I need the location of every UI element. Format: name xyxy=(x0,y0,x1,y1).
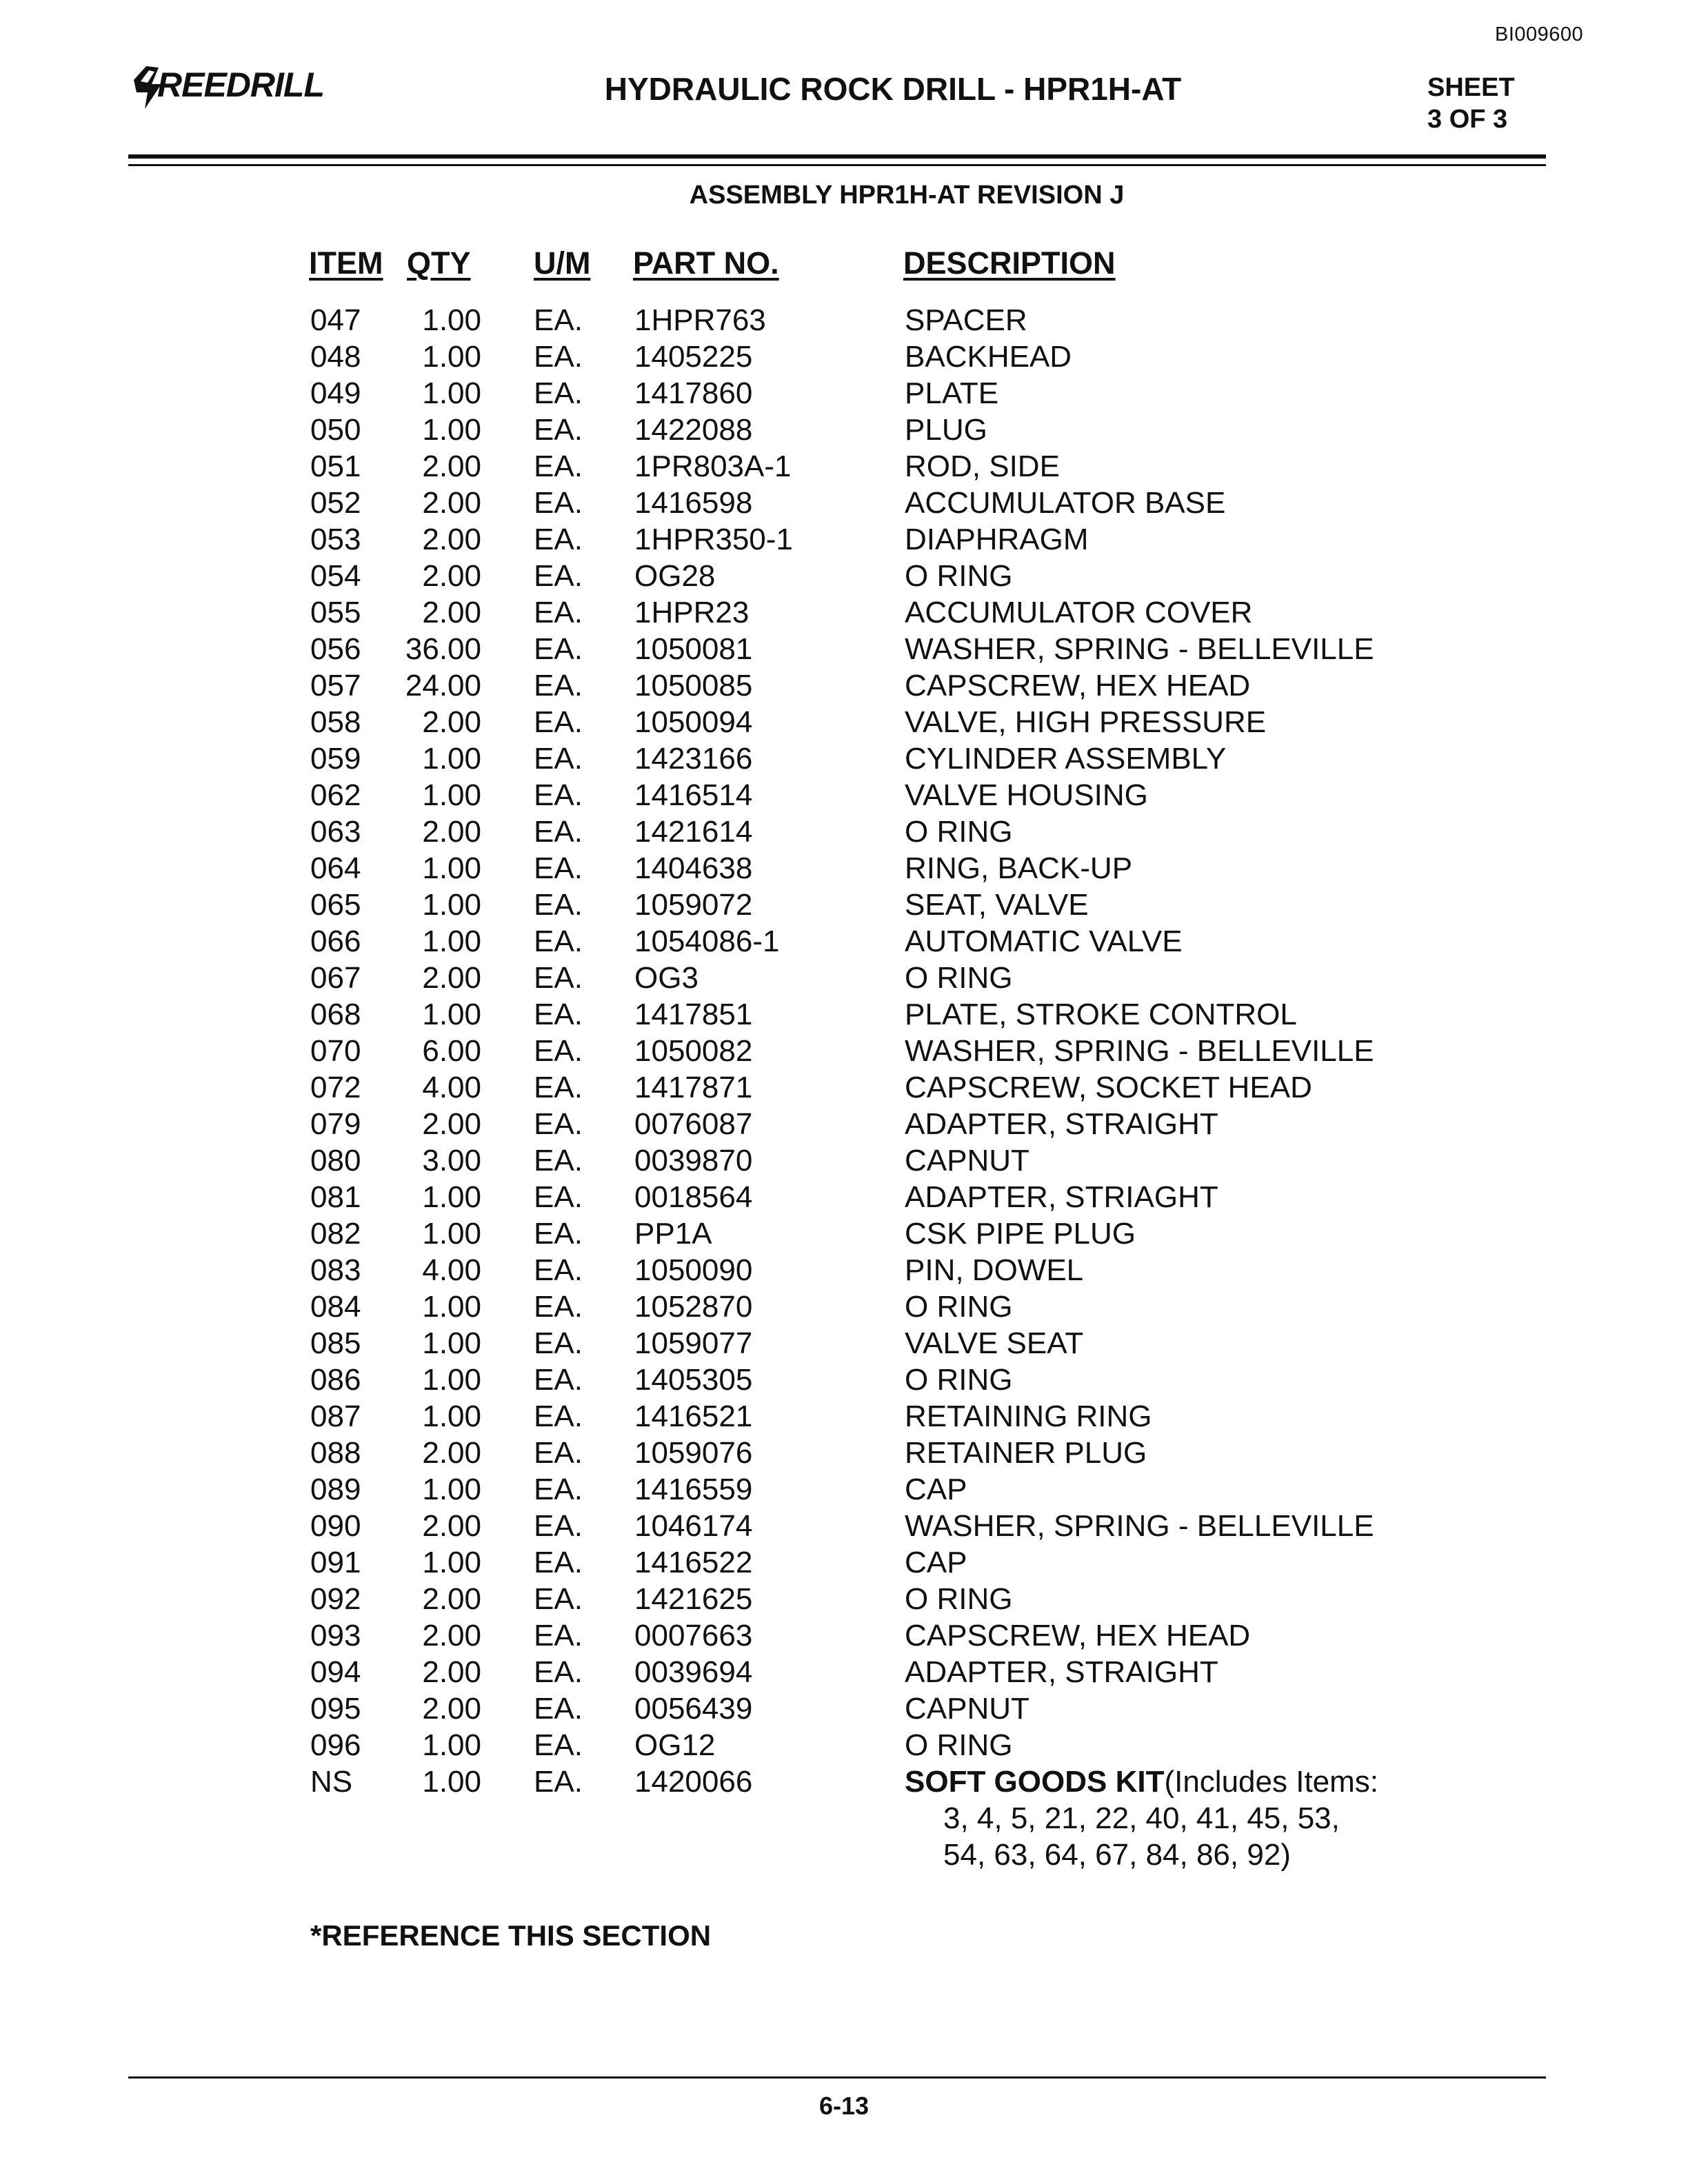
table-row xyxy=(0,1436,1688,1473)
unit-of-measure: EA. xyxy=(534,1217,583,1251)
item-number: 093 xyxy=(310,1619,361,1652)
table-row xyxy=(0,413,1688,449)
description: CAP xyxy=(905,1546,967,1579)
part-number: PP1A xyxy=(634,1217,712,1251)
logo-text: REEDRILL xyxy=(157,65,324,104)
quantity: 1.00 xyxy=(422,778,481,812)
unit-of-measure: EA. xyxy=(534,523,583,556)
unit-of-measure: EA. xyxy=(534,924,583,958)
item-number: 054 xyxy=(310,559,361,593)
unit-of-measure: EA. xyxy=(534,705,583,739)
unit-of-measure: EA. xyxy=(534,303,583,337)
unit-of-measure: EA. xyxy=(534,888,583,922)
table-row xyxy=(0,559,1688,596)
unit-of-measure: EA. xyxy=(534,1473,583,1506)
table-row xyxy=(0,1655,1688,1692)
quantity: 1.00 xyxy=(422,1290,481,1324)
item-number: 056 xyxy=(310,632,361,666)
item-number: 084 xyxy=(310,1290,361,1324)
unit-of-measure: EA. xyxy=(534,1399,583,1433)
quantity: 36.00 xyxy=(405,632,481,666)
footer-rule xyxy=(128,2076,1546,2079)
quantity: 2.00 xyxy=(422,1582,481,1616)
quantity: 1.00 xyxy=(422,1399,481,1433)
kit-items-line xyxy=(0,1801,1688,1838)
table-row xyxy=(0,1071,1688,1107)
description xyxy=(905,1765,1378,1799)
part-number: 1059076 xyxy=(634,1436,753,1470)
description: BACKHEAD xyxy=(905,340,1072,374)
description: PIN, DOWEL xyxy=(905,1253,1084,1287)
description: PLATE, STROKE CONTROL xyxy=(905,998,1297,1031)
table-row xyxy=(0,632,1688,669)
table-row xyxy=(0,669,1688,705)
header-rule-top xyxy=(128,154,1546,159)
quantity: 1.00 xyxy=(422,851,481,885)
item-number: 072 xyxy=(310,1071,361,1104)
item-number: 064 xyxy=(310,851,361,885)
quantity: 3.00 xyxy=(422,1144,481,1177)
quantity: 2.00 xyxy=(422,559,481,593)
item-number: 067 xyxy=(310,961,361,995)
header-part-no: PART NO. xyxy=(633,245,779,281)
item-number: 049 xyxy=(310,376,361,410)
item-number: 081 xyxy=(310,1180,361,1214)
quantity: 1.00 xyxy=(422,1326,481,1360)
item-number: 062 xyxy=(310,778,361,812)
table-row xyxy=(0,924,1688,961)
quantity: 1.00 xyxy=(422,376,481,410)
quantity: 1.00 xyxy=(422,1363,481,1397)
kit-items-text: 3, 4, 5, 21, 22, 40, 41, 45, 53, xyxy=(943,1801,1340,1835)
table-row xyxy=(0,523,1688,559)
quantity: 6.00 xyxy=(422,1034,481,1068)
table-row xyxy=(0,815,1688,851)
header-item: ITEM xyxy=(309,245,383,281)
table-row xyxy=(0,1326,1688,1363)
quantity: 2.00 xyxy=(422,1509,481,1543)
part-number: 1416598 xyxy=(634,486,753,520)
description: RING, BACK-UP xyxy=(905,851,1133,885)
unit-of-measure: EA. xyxy=(534,1326,583,1360)
part-number: 1059077 xyxy=(634,1326,753,1360)
table-row xyxy=(0,1107,1688,1144)
header-um: U/M xyxy=(534,245,591,281)
quantity: 1.00 xyxy=(422,1728,481,1762)
description: ROD, SIDE xyxy=(905,449,1060,483)
part-number: 1405305 xyxy=(634,1363,753,1397)
kit-items-line xyxy=(0,1838,1688,1874)
part-number: 1416522 xyxy=(634,1546,753,1579)
part-number: 1PR803A-1 xyxy=(634,449,792,483)
description: WASHER, SPRING - BELLEVILLE xyxy=(905,1509,1374,1543)
table-row xyxy=(0,851,1688,888)
table-row xyxy=(0,596,1688,632)
item-number: 055 xyxy=(310,596,361,629)
table-row xyxy=(0,705,1688,742)
description: O RING xyxy=(905,559,1013,593)
unit-of-measure: EA. xyxy=(534,486,583,520)
part-number: 1416514 xyxy=(634,778,753,812)
header-rule-bottom xyxy=(128,164,1546,166)
part-number: 1416521 xyxy=(634,1399,753,1433)
part-number: 1421625 xyxy=(634,1582,753,1616)
unit-of-measure: EA. xyxy=(534,998,583,1031)
part-number: 0007663 xyxy=(634,1619,753,1652)
part-number: 1HPR763 xyxy=(634,303,766,337)
kit-name: SOFT GOODS KIT xyxy=(905,1765,1165,1799)
item-number: 082 xyxy=(310,1217,361,1251)
part-number: 1050094 xyxy=(634,705,753,739)
item-number: 080 xyxy=(310,1144,361,1177)
item-number: 052 xyxy=(310,486,361,520)
table-row xyxy=(0,1728,1688,1765)
table-row xyxy=(0,742,1688,778)
part-number: 1052870 xyxy=(634,1290,753,1324)
quantity: 2.00 xyxy=(422,1619,481,1652)
item-number: 083 xyxy=(310,1253,361,1287)
description: WASHER, SPRING - BELLEVILLE xyxy=(905,632,1374,666)
item-number: 091 xyxy=(310,1546,361,1579)
quantity: 2.00 xyxy=(422,486,481,520)
unit-of-measure: EA. xyxy=(534,1655,583,1689)
part-number: 0018564 xyxy=(634,1180,753,1214)
unit-of-measure: EA. xyxy=(534,1546,583,1579)
item-number: 066 xyxy=(310,924,361,958)
description: ADAPTER, STRAIGHT xyxy=(905,1107,1218,1141)
quantity: 1.00 xyxy=(422,413,481,447)
description: WASHER, SPRING - BELLEVILLE xyxy=(905,1034,1374,1068)
item-number: 059 xyxy=(310,742,361,776)
table-row xyxy=(0,1399,1688,1436)
unit-of-measure: EA. xyxy=(534,596,583,629)
quantity: 1.00 xyxy=(422,998,481,1031)
page-title: HYDRAULIC ROCK DRILL - HPR1H-AT xyxy=(604,71,1182,107)
part-number: 0039870 xyxy=(634,1144,753,1177)
item-number: NS xyxy=(310,1765,353,1799)
unit-of-measure: EA. xyxy=(534,815,583,849)
unit-of-measure: EA. xyxy=(534,1619,583,1652)
quantity: 1.00 xyxy=(422,1546,481,1579)
description: O RING xyxy=(905,1728,1013,1762)
item-number: 057 xyxy=(310,669,361,702)
quantity: 2.00 xyxy=(422,1655,481,1689)
table-row xyxy=(0,1034,1688,1071)
description: RETAINING RING xyxy=(905,1399,1152,1433)
unit-of-measure: EA. xyxy=(534,1509,583,1543)
kit-items-text: 54, 63, 64, 67, 84, 86, 92) xyxy=(943,1838,1291,1872)
item-number: 096 xyxy=(310,1728,361,1762)
unit-of-measure: EA. xyxy=(534,1253,583,1287)
description: CAP xyxy=(905,1473,967,1506)
unit-of-measure: EA. xyxy=(534,1692,583,1726)
unit-of-measure: EA. xyxy=(534,449,583,483)
part-number: 1405225 xyxy=(634,340,753,374)
description: ACCUMULATOR COVER xyxy=(905,596,1253,629)
unit-of-measure: EA. xyxy=(534,669,583,702)
item-number: 063 xyxy=(310,815,361,849)
table-row xyxy=(0,1509,1688,1546)
description: CAPSCREW, SOCKET HEAD xyxy=(905,1071,1312,1104)
quantity: 2.00 xyxy=(422,705,481,739)
sheet-indicator xyxy=(1427,72,1515,135)
part-number: 1054086-1 xyxy=(634,924,780,958)
table-row xyxy=(0,1363,1688,1399)
description: VALVE SEAT xyxy=(905,1326,1084,1360)
item-number: 092 xyxy=(310,1582,361,1616)
quantity: 24.00 xyxy=(405,669,481,702)
description: PLUG xyxy=(905,413,987,447)
part-number: 0076087 xyxy=(634,1107,753,1141)
description: ADAPTER, STRIAGHT xyxy=(905,1180,1218,1214)
quantity: 2.00 xyxy=(422,596,481,629)
quantity: 1.00 xyxy=(422,1217,481,1251)
quantity: 1.00 xyxy=(422,742,481,776)
description: CAPSCREW, HEX HEAD xyxy=(905,669,1251,702)
table-row xyxy=(0,303,1688,340)
reference-note: *REFERENCE THIS SECTION xyxy=(310,1919,712,1952)
part-number: 1HPR350-1 xyxy=(634,523,793,556)
parts-list xyxy=(0,303,1688,1874)
unit-of-measure: EA. xyxy=(534,632,583,666)
item-number: 053 xyxy=(310,523,361,556)
table-row xyxy=(0,340,1688,376)
table-row xyxy=(0,778,1688,815)
description: PLATE xyxy=(905,376,999,410)
description: CAPNUT xyxy=(905,1692,1029,1726)
part-number: 1050085 xyxy=(634,669,753,702)
quantity: 2.00 xyxy=(422,815,481,849)
item-number: 047 xyxy=(310,303,361,337)
part-number: 0056439 xyxy=(634,1692,753,1726)
header-qty: QTY xyxy=(407,245,471,281)
table-row xyxy=(0,888,1688,924)
quantity: 1.00 xyxy=(422,888,481,922)
description: VALVE, HIGH PRESSURE xyxy=(905,705,1267,739)
part-number: OG12 xyxy=(634,1728,716,1762)
unit-of-measure: EA. xyxy=(534,376,583,410)
quantity: 2.00 xyxy=(422,1107,481,1141)
unit-of-measure: EA. xyxy=(534,961,583,995)
item-number: 048 xyxy=(310,340,361,374)
item-number: 085 xyxy=(310,1326,361,1360)
item-number: 058 xyxy=(310,705,361,739)
table-row xyxy=(0,486,1688,523)
unit-of-measure: EA. xyxy=(534,1034,583,1068)
part-number: OG28 xyxy=(634,559,716,593)
unit-of-measure: EA. xyxy=(534,1180,583,1214)
quantity: 2.00 xyxy=(422,1436,481,1470)
table-row xyxy=(0,1144,1688,1180)
table-row xyxy=(0,1217,1688,1253)
unit-of-measure: EA. xyxy=(534,1728,583,1762)
unit-of-measure: EA. xyxy=(534,1582,583,1616)
kit-includes: (Includes Items: xyxy=(1164,1765,1379,1799)
item-number: 065 xyxy=(310,888,361,922)
item-number: 051 xyxy=(310,449,361,483)
table-row xyxy=(0,449,1688,486)
quantity: 4.00 xyxy=(422,1071,481,1104)
part-number: 1417860 xyxy=(634,376,753,410)
part-number: 1HPR23 xyxy=(634,596,750,629)
description: ACCUMULATOR BASE xyxy=(905,486,1226,520)
unit-of-measure: EA. xyxy=(534,1436,583,1470)
part-number: OG3 xyxy=(634,961,699,995)
description: O RING xyxy=(905,1363,1013,1397)
part-number: 1423166 xyxy=(634,742,753,776)
item-number: 068 xyxy=(310,998,361,1031)
description: RETAINER PLUG xyxy=(905,1436,1147,1470)
unit-of-measure: EA. xyxy=(534,778,583,812)
description: SPACER xyxy=(905,303,1027,337)
table-row xyxy=(0,1180,1688,1217)
part-number: 1050081 xyxy=(634,632,753,666)
part-number: 1050082 xyxy=(634,1034,753,1068)
description: CAPSCREW, HEX HEAD xyxy=(905,1619,1251,1652)
item-number: 086 xyxy=(310,1363,361,1397)
quantity: 1.00 xyxy=(422,340,481,374)
part-number: 1417851 xyxy=(634,998,753,1031)
sheet-number: 3 OF 3 xyxy=(1427,105,1508,134)
table-row xyxy=(0,961,1688,998)
part-number: 1417871 xyxy=(634,1071,753,1104)
item-number: 087 xyxy=(310,1399,361,1433)
item-number: 095 xyxy=(310,1692,361,1726)
quantity: 1.00 xyxy=(422,1180,481,1214)
unit-of-measure: EA. xyxy=(534,340,583,374)
description: O RING xyxy=(905,815,1013,849)
part-number: 1421614 xyxy=(634,815,753,849)
unit-of-measure: EA. xyxy=(534,851,583,885)
part-number: 1046174 xyxy=(634,1509,753,1543)
page-number: 6-13 xyxy=(818,2092,870,2120)
table-row-kit xyxy=(0,1765,1688,1801)
item-number: 090 xyxy=(310,1509,361,1543)
part-number: 0039694 xyxy=(634,1655,753,1689)
description: CSK PIPE PLUG xyxy=(905,1217,1136,1251)
description: O RING xyxy=(905,961,1013,995)
part-number: 1420066 xyxy=(634,1765,753,1799)
document-id: BI009600 xyxy=(1495,23,1584,46)
table-row xyxy=(0,376,1688,413)
description: CYLINDER ASSEMBLY xyxy=(905,742,1227,776)
unit-of-measure: EA. xyxy=(534,1107,583,1141)
description: O RING xyxy=(905,1290,1013,1324)
quantity: 2.00 xyxy=(422,523,481,556)
description: DIAPHRAGM xyxy=(905,523,1089,556)
table-row xyxy=(0,1253,1688,1290)
quantity: 1.00 xyxy=(422,924,481,958)
unit-of-measure: EA. xyxy=(534,559,583,593)
quantity: 2.00 xyxy=(422,961,481,995)
item-number: 088 xyxy=(310,1436,361,1470)
table-row xyxy=(0,1582,1688,1619)
table-row xyxy=(0,998,1688,1034)
description: O RING xyxy=(905,1582,1013,1616)
part-number: 1404638 xyxy=(634,851,753,885)
unit-of-measure: EA. xyxy=(534,413,583,447)
item-number: 089 xyxy=(310,1473,361,1506)
item-number: 094 xyxy=(310,1655,361,1689)
quantity: 1.00 xyxy=(422,1473,481,1506)
sheet-label: SHEET xyxy=(1427,73,1515,102)
quantity: 1.00 xyxy=(422,303,481,337)
part-number: 1422088 xyxy=(634,413,753,447)
table-row xyxy=(0,1473,1688,1509)
description: AUTOMATIC VALVE xyxy=(905,924,1183,958)
part-number: 1050090 xyxy=(634,1253,753,1287)
unit-of-measure: EA. xyxy=(534,1765,583,1799)
description: VALVE HOUSING xyxy=(905,778,1148,812)
quantity: 1.00 xyxy=(422,1765,481,1799)
item-number: 079 xyxy=(310,1107,361,1141)
unit-of-measure: EA. xyxy=(534,1363,583,1397)
header-description: DESCRIPTION xyxy=(903,245,1116,281)
unit-of-measure: EA. xyxy=(534,1144,583,1177)
assembly-subtitle: ASSEMBLY HPR1H-AT REVISION J xyxy=(689,181,1125,210)
quantity: 2.00 xyxy=(422,449,481,483)
description: CAPNUT xyxy=(905,1144,1029,1177)
item-number: 050 xyxy=(310,413,361,447)
part-number: 1416559 xyxy=(634,1473,753,1506)
quantity: 2.00 xyxy=(422,1692,481,1726)
item-number: 070 xyxy=(310,1034,361,1068)
part-number: 1059072 xyxy=(634,888,753,922)
table-row xyxy=(0,1692,1688,1728)
quantity: 4.00 xyxy=(422,1253,481,1287)
unit-of-measure: EA. xyxy=(534,742,583,776)
table-row xyxy=(0,1546,1688,1582)
unit-of-measure: EA. xyxy=(534,1290,583,1324)
description: ADAPTER, STRAIGHT xyxy=(905,1655,1218,1689)
unit-of-measure: EA. xyxy=(534,1071,583,1104)
table-row xyxy=(0,1290,1688,1326)
description: SEAT, VALVE xyxy=(905,888,1089,922)
table-row xyxy=(0,1619,1688,1655)
company-logo xyxy=(131,61,331,123)
